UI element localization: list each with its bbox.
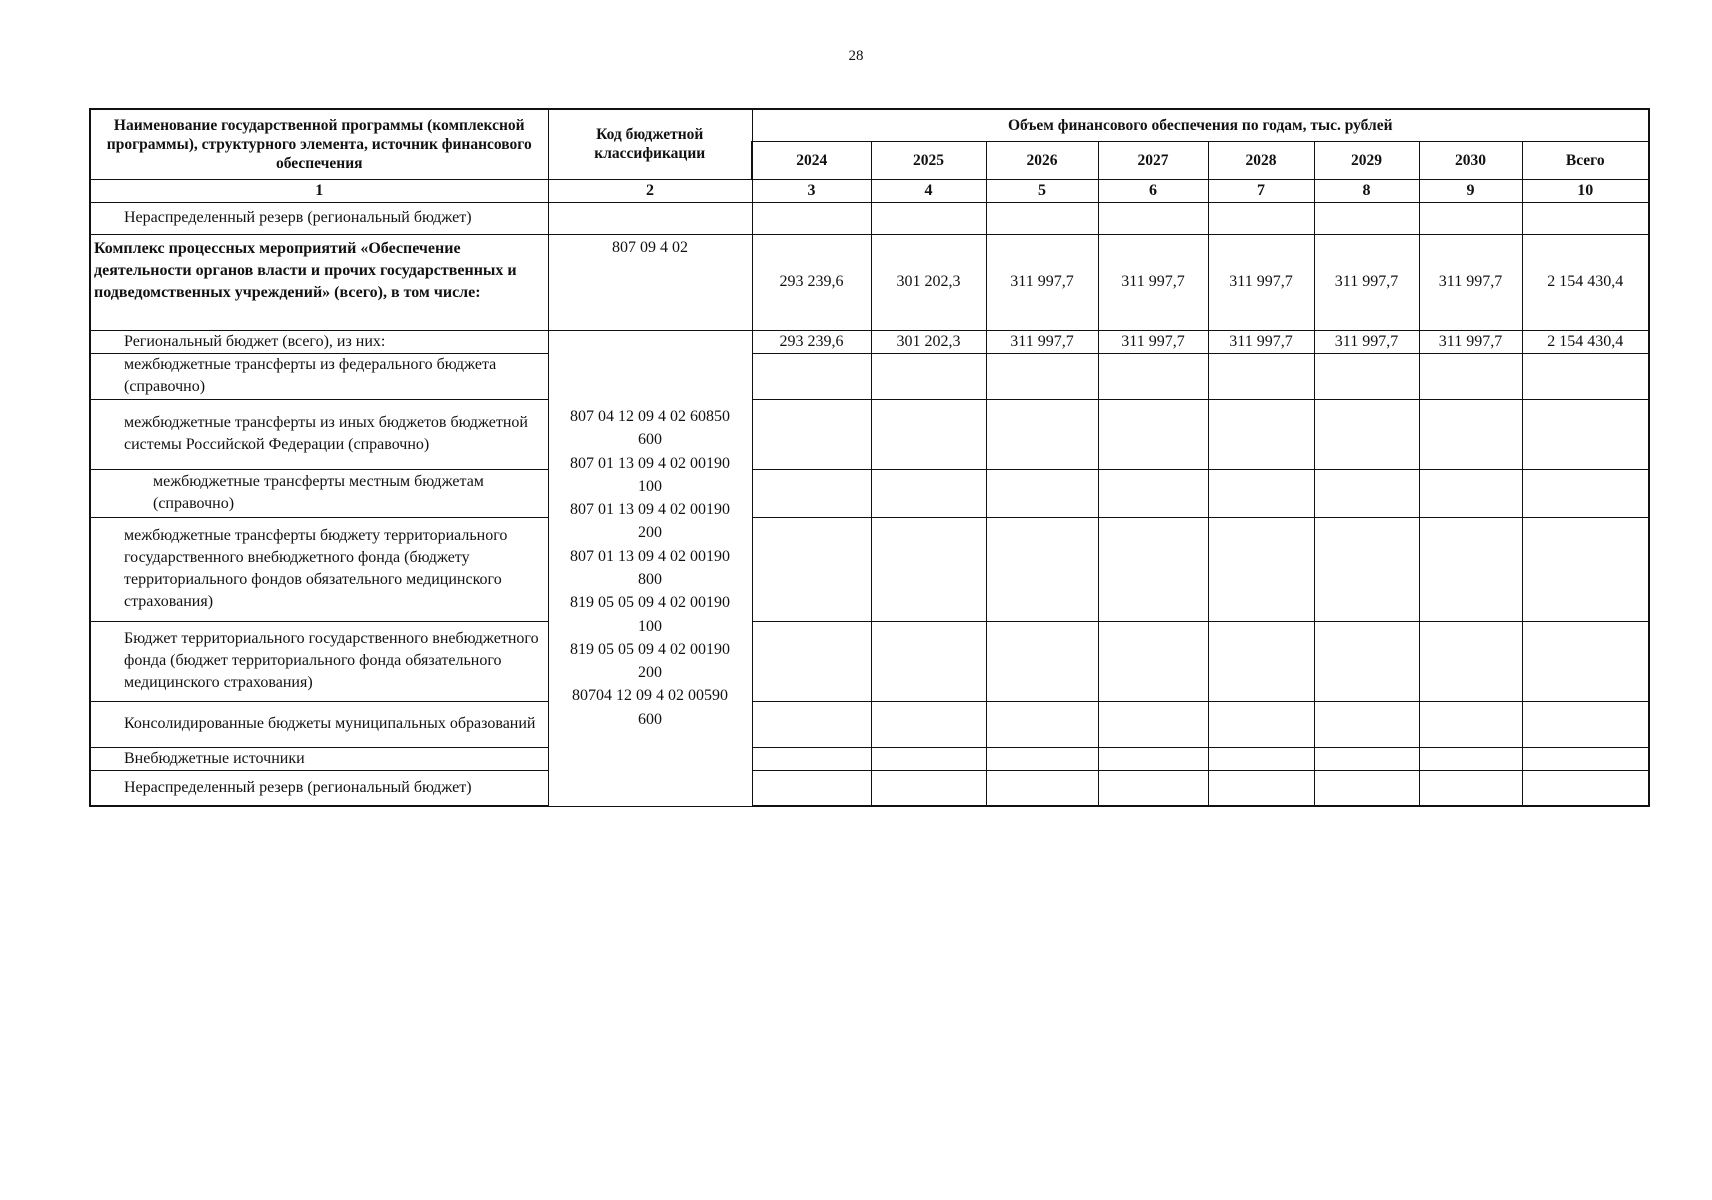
value-cell: 311 997,7 [1208, 234, 1314, 330]
row-name: Комплекс процессных мероприятий «Обеспечение деятельности органов власти и прочих государственных и подведомственных учреждений» (всего), в том числе: [90, 234, 548, 330]
value-cell [1419, 701, 1522, 747]
budget-code: 200 [638, 524, 662, 542]
header-year: 2027 [1098, 141, 1208, 179]
budget-code: 100 [638, 477, 662, 495]
budget-code: 100 [638, 617, 662, 635]
value-cell [986, 202, 1098, 234]
value-cell [1098, 202, 1208, 234]
column-number: 6 [1098, 179, 1208, 202]
row-name: Нераспределенный резерв (региональный бюджет) [90, 770, 548, 806]
value-cell [1314, 770, 1419, 806]
value-cell [1419, 399, 1522, 469]
row-name: Внебюджетные источники [90, 747, 548, 770]
budget-code: 807 01 13 09 4 02 00190 [570, 501, 730, 519]
column-number: 7 [1208, 179, 1314, 202]
row-name: межбюджетные трансферты бюджету территориального государственного внебюджетного фонда (бюджету территориального фондов обязательного медицинского страхования) [90, 517, 548, 621]
value-cell [871, 517, 986, 621]
budget-code: 807 01 13 09 4 02 00190 [570, 454, 730, 472]
value-cell [752, 621, 871, 701]
value-cell [986, 469, 1098, 517]
row-name: Консолидированные бюджеты муниципальных образований [90, 701, 548, 747]
value-cell [1419, 770, 1522, 806]
value-cell [1522, 517, 1649, 621]
value-cell [1098, 701, 1208, 747]
value-cell [1208, 747, 1314, 770]
code-cell [548, 202, 752, 234]
value-cell: 311 997,7 [1419, 330, 1522, 353]
value-cell [1098, 399, 1208, 469]
value-cell [986, 701, 1098, 747]
column-number: 8 [1314, 179, 1419, 202]
header-code-column: Код бюджетной классификации [548, 109, 752, 179]
value-cell [986, 770, 1098, 806]
value-cell [1522, 202, 1649, 234]
value-cell [1522, 469, 1649, 517]
value-cell [1098, 747, 1208, 770]
value-cell [1419, 469, 1522, 517]
value-cell [1314, 353, 1419, 399]
code-cell: 807 09 4 02 [548, 234, 752, 330]
value-cell [871, 353, 986, 399]
budget-code: 807 01 13 09 4 02 00190 [570, 547, 730, 565]
value-cell [1522, 701, 1649, 747]
column-number: 2 [548, 179, 752, 202]
budget-code: 807 04 12 09 4 02 60850 [570, 407, 730, 425]
value-cell [1522, 747, 1649, 770]
value-cell [1208, 770, 1314, 806]
value-cell [1522, 621, 1649, 701]
value-cell [986, 621, 1098, 701]
value-cell: 311 997,7 [1419, 234, 1522, 330]
value-cell: 311 997,7 [986, 330, 1098, 353]
value-cell: 311 997,7 [986, 234, 1098, 330]
value-cell [1208, 469, 1314, 517]
budget-code: 80704 12 09 4 02 00590 [572, 687, 728, 705]
header-year: 2024 [752, 141, 871, 179]
value-cell [752, 701, 871, 747]
value-cell [1208, 701, 1314, 747]
header-total: Всего [1522, 141, 1649, 179]
value-cell: 2 154 430,4 [1522, 234, 1649, 330]
header-year: 2028 [1208, 141, 1314, 179]
value-cell [871, 770, 986, 806]
value-cell [1314, 517, 1419, 621]
header-year: 2029 [1314, 141, 1419, 179]
value-cell: 301 202,3 [871, 330, 986, 353]
value-cell [1314, 747, 1419, 770]
value-cell [1208, 621, 1314, 701]
value-cell [1098, 353, 1208, 399]
header-volume-column: Объем финансового обеспечения по годам, тыс. рублей [752, 109, 1649, 141]
budget-code: 600 [638, 710, 662, 728]
row-name: межбюджетные трансферты местным бюджетам (справочно) [90, 469, 548, 517]
value-cell [1314, 621, 1419, 701]
value-cell [752, 469, 871, 517]
header-year: 2026 [986, 141, 1098, 179]
row-name: Региональный бюджет (всего), из них: [90, 330, 548, 353]
value-cell [1419, 202, 1522, 234]
value-cell: 2 154 430,4 [1522, 330, 1649, 353]
value-cell [1419, 747, 1522, 770]
header-year: 2030 [1419, 141, 1522, 179]
value-cell [871, 399, 986, 469]
value-cell [986, 399, 1098, 469]
value-cell [1098, 469, 1208, 517]
value-cell [1208, 202, 1314, 234]
value-cell [1419, 621, 1522, 701]
column-number: 4 [871, 179, 986, 202]
column-number: 9 [1419, 179, 1522, 202]
value-cell [871, 747, 986, 770]
value-cell [1314, 399, 1419, 469]
value-cell: 311 997,7 [1098, 330, 1208, 353]
value-cell [1522, 353, 1649, 399]
column-number: 5 [986, 179, 1098, 202]
value-cell [986, 517, 1098, 621]
value-cell [1419, 517, 1522, 621]
header-year: 2025 [871, 141, 986, 179]
value-cell [1522, 399, 1649, 469]
value-cell [752, 770, 871, 806]
value-cell [752, 747, 871, 770]
value-cell: 293 239,6 [752, 234, 871, 330]
header-name-column: Наименование государственной программы (комплексной программы), структурного элемента, источник финансового обеспечения [90, 109, 548, 179]
value-cell [1098, 621, 1208, 701]
value-cell [871, 701, 986, 747]
budget-code: 200 [638, 664, 662, 682]
value-cell: 301 202,3 [871, 234, 986, 330]
value-cell [752, 399, 871, 469]
value-cell: 311 997,7 [1208, 330, 1314, 353]
value-cell [1522, 770, 1649, 806]
row-name: Нераспределенный резерв (региональный бюджет) [90, 202, 548, 234]
value-cell: 293 239,6 [752, 330, 871, 353]
row-name: межбюджетные трансферты из федерального бюджета (справочно) [90, 353, 548, 399]
column-number: 1 [90, 179, 548, 202]
value-cell [752, 517, 871, 621]
row-name: Бюджет территориального государственного внебюджетного фонда (бюджет территориального фонда обязательного медицинского страхования) [90, 621, 548, 701]
value-cell [986, 353, 1098, 399]
value-cell [1208, 517, 1314, 621]
budget-codes-list [548, 330, 752, 806]
value-cell [871, 202, 986, 234]
value-cell [871, 621, 986, 701]
value-cell [1419, 353, 1522, 399]
value-cell [1208, 399, 1314, 469]
value-cell [1208, 353, 1314, 399]
financing-table [89, 108, 1650, 807]
budget-code: 819 05 05 09 4 02 00190 [570, 594, 730, 612]
value-cell [1314, 469, 1419, 517]
value-cell [986, 747, 1098, 770]
value-cell [1314, 701, 1419, 747]
value-cell [1098, 770, 1208, 806]
value-cell [752, 353, 871, 399]
budget-code: 600 [638, 431, 662, 449]
value-cell: 311 997,7 [1314, 234, 1419, 330]
value-cell [1314, 202, 1419, 234]
column-number: 3 [752, 179, 871, 202]
row-name: межбюджетные трансферты из иных бюджетов бюджетной системы Российской Федерации (справочно) [90, 399, 548, 469]
value-cell [871, 469, 986, 517]
budget-code: 819 05 05 09 4 02 00190 [570, 640, 730, 658]
value-cell [752, 202, 871, 234]
value-cell: 311 997,7 [1098, 234, 1208, 330]
page-number: 28 [848, 48, 864, 64]
budget-code: 800 [638, 571, 662, 588]
value-cell [1098, 517, 1208, 621]
value-cell: 311 997,7 [1314, 330, 1419, 353]
column-number: 10 [1522, 179, 1649, 202]
